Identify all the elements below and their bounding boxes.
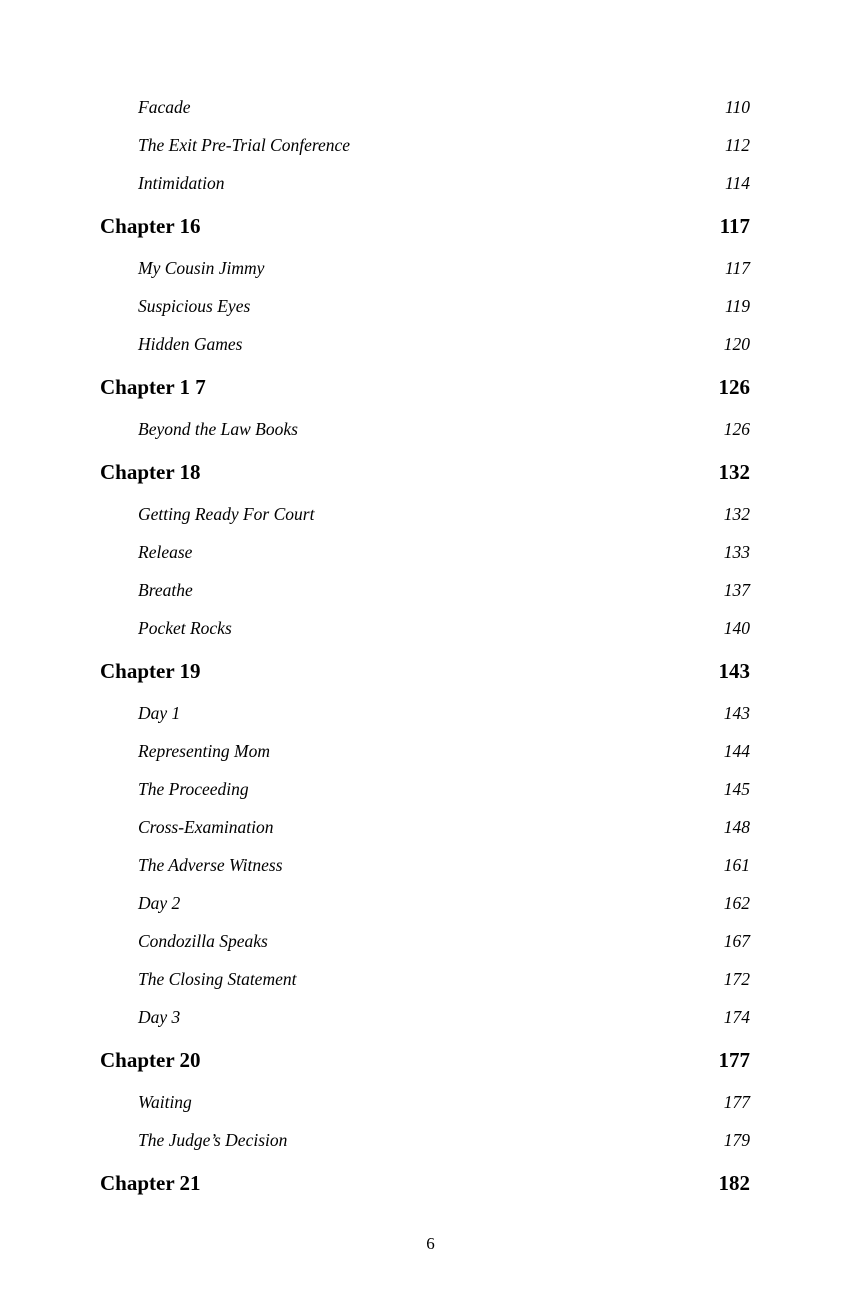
toc-chapter-entry bbox=[0, 207, 861, 245]
toc-sub-entry bbox=[0, 770, 861, 808]
toc-entry-page: 167 bbox=[723, 930, 750, 951]
toc-entry-page: 148 bbox=[723, 816, 750, 837]
toc-entry-page: 132 bbox=[718, 459, 750, 484]
footer-page-number: 6 bbox=[426, 1234, 435, 1253]
toc-entry-page: 137 bbox=[723, 579, 750, 600]
toc-entry-label: Day 3 bbox=[138, 1006, 181, 1027]
toc-sub-entry bbox=[0, 1121, 861, 1159]
toc-sub-entry bbox=[0, 960, 861, 998]
toc-sub-entry bbox=[0, 533, 861, 571]
toc-entry-page: 162 bbox=[723, 892, 750, 913]
toc-chapter-entry bbox=[0, 1041, 861, 1079]
toc-entry-label: Cross-Examination bbox=[138, 816, 274, 837]
toc-entry-label: Release bbox=[138, 541, 193, 562]
toc-sub-entry bbox=[0, 922, 861, 960]
toc-entry-page: 119 bbox=[725, 295, 750, 316]
toc-entry-label: Suspicious Eyes bbox=[138, 295, 251, 316]
toc-entry-label: Pocket Rocks bbox=[138, 617, 232, 638]
toc-entry-label: My Cousin Jimmy bbox=[138, 257, 265, 278]
toc-entry-label: Breathe bbox=[138, 579, 193, 600]
toc-sub-entry bbox=[0, 287, 861, 325]
toc-chapter-entry bbox=[0, 453, 861, 491]
toc-sub-entry bbox=[0, 88, 861, 126]
toc-entry-page: 117 bbox=[725, 257, 750, 278]
toc-entry-page: 112 bbox=[725, 134, 750, 155]
toc-entry-label: Hidden Games bbox=[138, 333, 243, 354]
toc-sub-entry bbox=[0, 884, 861, 922]
toc-entry-page: 143 bbox=[723, 702, 750, 723]
toc-sub-entry bbox=[0, 846, 861, 884]
toc-entry-page: 172 bbox=[723, 968, 750, 989]
toc-chapter-entry bbox=[0, 368, 861, 406]
toc-entry-page: 161 bbox=[723, 854, 750, 875]
toc-entry-label: The Closing Statement bbox=[138, 968, 297, 989]
toc-entry-label: Intimidation bbox=[138, 172, 225, 193]
toc-entry-label: The Proceeding bbox=[138, 778, 249, 799]
toc-entry-label: Facade bbox=[138, 96, 191, 117]
toc-entry-label: Chapter 18 bbox=[100, 459, 201, 484]
toc-sub-entry bbox=[0, 249, 861, 287]
toc-sub-entry bbox=[0, 998, 861, 1036]
toc-entry-label: Chapter 19 bbox=[100, 658, 201, 683]
toc-entry-page: 117 bbox=[719, 213, 750, 238]
toc-sub-entry bbox=[0, 694, 861, 732]
toc-sub-entry bbox=[0, 609, 861, 647]
toc-entry-page: 114 bbox=[725, 172, 750, 193]
toc-entry-page: 133 bbox=[723, 541, 750, 562]
toc-entry-label: Condozilla Speaks bbox=[138, 930, 268, 951]
toc-chapter-entry bbox=[0, 652, 861, 690]
toc-entry-page: 179 bbox=[723, 1129, 750, 1150]
toc-sub-entry bbox=[0, 571, 861, 609]
toc-entry-page: 144 bbox=[723, 740, 750, 761]
toc-entry-label: Chapter 20 bbox=[100, 1047, 201, 1072]
toc-entry-label: Representing Mom bbox=[138, 740, 271, 761]
toc-sub-entry bbox=[0, 495, 861, 533]
toc-entry-page: 120 bbox=[723, 333, 750, 354]
toc-entry-page: 126 bbox=[723, 418, 750, 439]
toc-entry-label: Day 2 bbox=[138, 892, 181, 913]
toc-entry-label: The Exit Pre-Trial Conference bbox=[138, 134, 351, 155]
toc-entry-page: 174 bbox=[723, 1006, 750, 1027]
toc-entry-page: 177 bbox=[723, 1091, 750, 1112]
toc-entry-page: 110 bbox=[725, 96, 750, 117]
toc-sub-entry bbox=[0, 808, 861, 846]
toc-entry-label: Chapter 16 bbox=[100, 213, 201, 238]
toc-entry-page: 132 bbox=[723, 503, 750, 524]
toc-entry-page: 182 bbox=[718, 1170, 750, 1195]
toc-entry-page: 140 bbox=[723, 617, 750, 638]
toc-entry-page: 126 bbox=[718, 374, 750, 399]
toc-sub-entry bbox=[0, 325, 861, 363]
toc-entry-label: Day 1 bbox=[138, 702, 181, 723]
toc-entry-label: Getting Ready For Court bbox=[138, 503, 315, 524]
toc-entry-page: 177 bbox=[718, 1047, 750, 1072]
toc-entry-page: 143 bbox=[718, 658, 750, 683]
toc-sub-entry bbox=[0, 126, 861, 164]
toc-chapter-entry bbox=[0, 1164, 861, 1202]
toc-sub-entry bbox=[0, 732, 861, 770]
toc-entry-page: 145 bbox=[723, 778, 750, 799]
toc-sub-entry bbox=[0, 164, 861, 202]
toc-entry-label: Beyond the Law Books bbox=[138, 418, 298, 439]
toc-sub-entry bbox=[0, 1083, 861, 1121]
toc-sub-entry bbox=[0, 410, 861, 448]
toc-entry-label: The Judge’s Decision bbox=[138, 1129, 288, 1150]
toc-entry-label: The Adverse Witness bbox=[138, 854, 283, 875]
toc-entry-label: Waiting bbox=[138, 1091, 192, 1112]
toc-entry-label: Chapter 1 7 bbox=[100, 374, 206, 399]
toc-entry-label: Chapter 21 bbox=[100, 1170, 201, 1195]
